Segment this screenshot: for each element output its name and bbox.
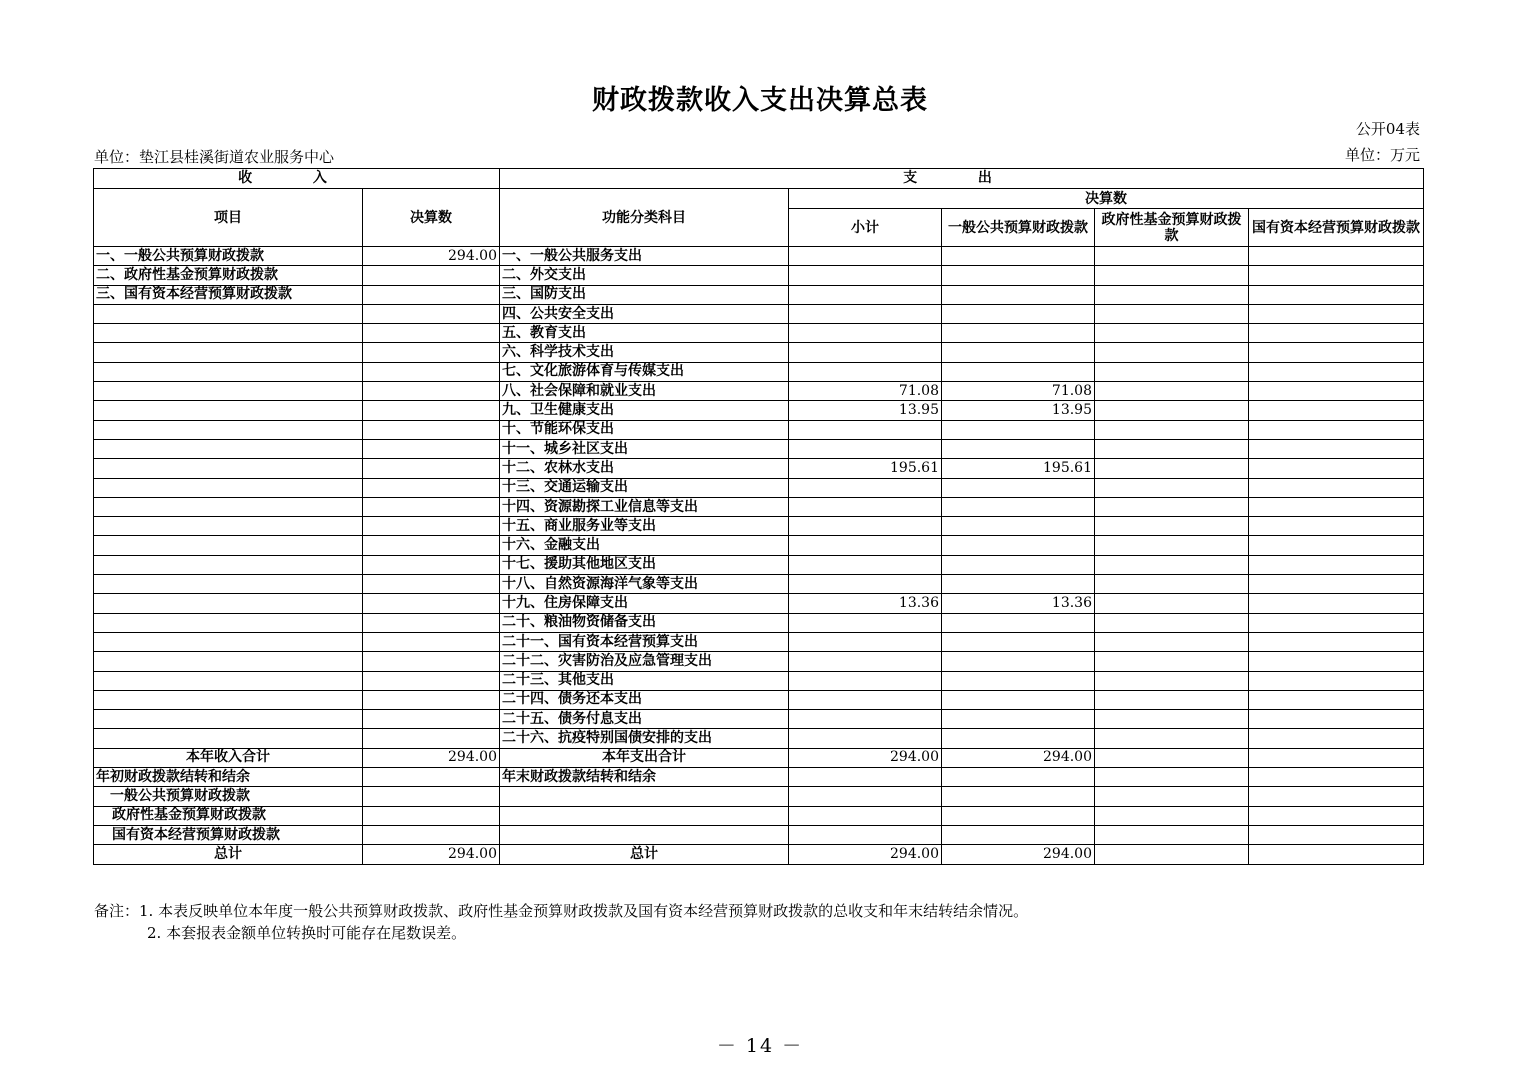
income-amount (363, 401, 500, 420)
expense-state (1249, 517, 1424, 536)
income-amount (363, 362, 500, 381)
function-item: 五、教育支出 (500, 324, 789, 343)
table-row (94, 420, 1424, 439)
year-income-label: 本年收入合计 (94, 748, 363, 767)
table-row (94, 401, 1424, 420)
expense-state (1249, 710, 1424, 729)
table-row (94, 343, 1424, 362)
expense-subtotal: 71.08 (789, 382, 942, 401)
expense-fund (1095, 555, 1249, 574)
expense-state (1249, 266, 1424, 285)
total-expense-label: 总计 (500, 845, 789, 864)
expense-general (942, 285, 1095, 304)
income-item: 二、政府性基金预算财政拨款 (94, 266, 363, 285)
money-unit: 单位：万元 (1344, 146, 1420, 164)
expense-general (942, 439, 1095, 458)
expense-state (1249, 555, 1424, 574)
expense-subtotal (789, 517, 942, 536)
total-expense-general: 294.00 (942, 845, 1095, 864)
income-item (94, 710, 363, 729)
expense-general (942, 671, 1095, 690)
table-row (94, 594, 1424, 613)
function-item: 二十一、国有资本经营预算支出 (500, 632, 789, 651)
income-item (94, 382, 363, 401)
expense-fund (1095, 401, 1249, 420)
income-item (94, 575, 363, 594)
income-amount (363, 304, 500, 323)
year-expense-label: 本年支出合计 (500, 748, 789, 767)
income-item (94, 671, 363, 690)
income-amount (363, 285, 500, 304)
expense-subtotal: 13.36 (789, 594, 942, 613)
expense-general (942, 304, 1095, 323)
function-item: 十六、金融支出 (500, 536, 789, 555)
expense-state (1249, 478, 1424, 497)
expense-subtotal (789, 555, 942, 574)
expense-state (1249, 497, 1424, 516)
expense-state (1249, 362, 1424, 381)
income-item (94, 343, 363, 362)
expense-state (1249, 652, 1424, 671)
expense-general: 13.36 (942, 594, 1095, 613)
function-item: 四、公共安全支出 (500, 304, 789, 323)
income-amount (363, 420, 500, 439)
table-row (94, 632, 1424, 651)
end-balance-label: 年末财政拨款结转和结余 (500, 768, 789, 787)
income-amount (363, 652, 500, 671)
amount-header: 决算数 (363, 189, 500, 247)
expense-general: 13.95 (942, 401, 1095, 420)
expense-general (942, 710, 1095, 729)
fund-budget-header: 政府性基金预算财政拨款 (1095, 209, 1249, 247)
income-item (94, 729, 363, 748)
income-amount (363, 497, 500, 516)
table-row (94, 575, 1424, 594)
expense-general: 195.61 (942, 459, 1095, 478)
expense-fund (1095, 343, 1249, 362)
income-amount (363, 478, 500, 497)
table-row (94, 555, 1424, 574)
function-item: 九、卫生健康支出 (500, 401, 789, 420)
table-row (94, 729, 1424, 748)
table-row (94, 439, 1424, 458)
year-expense-subtotal: 294.00 (789, 748, 942, 767)
income-amount (363, 613, 500, 632)
expense-state (1249, 304, 1424, 323)
income-amount (363, 266, 500, 285)
table-row (94, 324, 1424, 343)
expense-general (942, 536, 1095, 555)
expense-fund (1095, 439, 1249, 458)
expense-fund (1095, 536, 1249, 555)
expense-fund (1095, 285, 1249, 304)
expense-general (942, 575, 1095, 594)
expense-fund (1095, 497, 1249, 516)
expense-subtotal (789, 343, 942, 362)
expense-fund (1095, 478, 1249, 497)
subtotal-header: 小计 (789, 209, 942, 247)
expense-state (1249, 459, 1424, 478)
final-header: 决算数 (789, 189, 1424, 209)
table-row (94, 517, 1424, 536)
expense-subtotal (789, 613, 942, 632)
expense-fund (1095, 247, 1249, 266)
expense-general: 71.08 (942, 382, 1095, 401)
expense-subtotal (789, 575, 942, 594)
expense-fund (1095, 420, 1249, 439)
expense-general (942, 324, 1095, 343)
table-row (94, 266, 1424, 285)
table-row (94, 478, 1424, 497)
expense-subtotal (789, 632, 942, 651)
expense-state (1249, 613, 1424, 632)
income-item (94, 632, 363, 651)
function-item: 二、外交支出 (500, 266, 789, 285)
expense-fund (1095, 304, 1249, 323)
expense-state (1249, 247, 1424, 266)
expense-general (942, 266, 1095, 285)
expense-state (1249, 729, 1424, 748)
function-item: 一、一般公共服务支出 (500, 247, 789, 266)
expense-general (942, 652, 1095, 671)
income-amount (363, 439, 500, 458)
income-item (94, 517, 363, 536)
expense-general (942, 555, 1095, 574)
expense-state (1249, 285, 1424, 304)
expense-state (1249, 575, 1424, 594)
begin-general-label: 一般公共预算财政拨款 (94, 787, 363, 806)
income-amount (363, 710, 500, 729)
state-capital-header: 国有资本经营预算财政拨款 (1249, 209, 1424, 247)
income-amount (363, 382, 500, 401)
total-income-value: 294.00 (363, 845, 500, 864)
expense-subtotal (789, 652, 942, 671)
income-amount (363, 671, 500, 690)
table-row (94, 285, 1424, 304)
expense-state (1249, 690, 1424, 709)
expense-fund (1095, 632, 1249, 651)
income-amount (363, 555, 500, 574)
expense-subtotal: 195.61 (789, 459, 942, 478)
function-item: 二十五、债务付息支出 (500, 710, 789, 729)
table-row (94, 690, 1424, 709)
expense-subtotal (789, 439, 942, 458)
expense-fund (1095, 613, 1249, 632)
table-row (94, 362, 1424, 381)
function-item: 八、社会保障和就业支出 (500, 382, 789, 401)
expense-fund (1095, 266, 1249, 285)
income-item (94, 555, 363, 574)
income-item: 三、国有资本经营预算财政拨款 (94, 285, 363, 304)
function-item: 十三、交通运输支出 (500, 478, 789, 497)
expense-state (1249, 439, 1424, 458)
expense-state (1249, 420, 1424, 439)
function-item: 十四、资源勘探工业信息等支出 (500, 497, 789, 516)
expense-state (1249, 594, 1424, 613)
function-item: 二十三、其他支出 (500, 671, 789, 690)
expense-fund (1095, 382, 1249, 401)
income-amount (363, 517, 500, 536)
note-1: 备注：1. 本表反映单位本年度一般公共预算财政拨款、政府性基金预算财政拨款及国有资本经营预算财政拨款的总收支和年末结转结余情况。 (94, 902, 1029, 920)
expense-fund (1095, 729, 1249, 748)
expense-state (1249, 671, 1424, 690)
table-row (94, 652, 1424, 671)
notes (94, 900, 1028, 944)
income-amount (363, 594, 500, 613)
expense-subtotal (789, 690, 942, 709)
income-amount: 294.00 (363, 247, 500, 266)
expense-state (1249, 632, 1424, 651)
income-header: 收 入 (94, 169, 500, 189)
expense-fund (1095, 362, 1249, 381)
income-item (94, 594, 363, 613)
function-item: 十九、住房保障支出 (500, 594, 789, 613)
table-row (94, 710, 1424, 729)
expense-fund (1095, 324, 1249, 343)
table-row (94, 247, 1424, 266)
page-number: － 14 － (716, 1035, 804, 1057)
income-amount (363, 324, 500, 343)
expense-state (1249, 324, 1424, 343)
year-expense-general: 294.00 (942, 748, 1095, 767)
expense-subtotal (789, 497, 942, 516)
total-expense-subtotal: 294.00 (789, 845, 942, 864)
function-item: 十五、商业服务业等支出 (500, 517, 789, 536)
year-income-value: 294.00 (363, 748, 500, 767)
income-item (94, 324, 363, 343)
income-item (94, 497, 363, 516)
expense-general (942, 690, 1095, 709)
income-item (94, 459, 363, 478)
expense-subtotal (789, 266, 942, 285)
expense-fund (1095, 517, 1249, 536)
expense-subtotal (789, 362, 942, 381)
income-item (94, 536, 363, 555)
form-number: 公开04表 (1355, 120, 1420, 138)
begin-fund-label: 政府性基金预算财政拨款 (94, 806, 363, 825)
expense-subtotal (789, 247, 942, 266)
item-header: 项目 (94, 189, 363, 247)
income-amount (363, 690, 500, 709)
expense-fund (1095, 594, 1249, 613)
expense-general (942, 362, 1095, 381)
expense-general (942, 420, 1095, 439)
function-item: 二十四、债务还本支出 (500, 690, 789, 709)
expense-fund (1095, 710, 1249, 729)
income-item (94, 690, 363, 709)
expense-state (1249, 536, 1424, 555)
expense-general (942, 497, 1095, 516)
expense-general (942, 517, 1095, 536)
year-expense-state (1249, 748, 1424, 767)
function-item: 二十、粮油物资储备支出 (500, 613, 789, 632)
table-row (94, 671, 1424, 690)
general-budget-header: 一般公共预算财政拨款 (942, 209, 1095, 247)
function-item: 十八、自然资源海洋气象等支出 (500, 575, 789, 594)
expense-subtotal (789, 420, 942, 439)
table-row (94, 304, 1424, 323)
expense-fund (1095, 459, 1249, 478)
function-item: 七、文化旅游体育与传媒支出 (500, 362, 789, 381)
expense-subtotal (789, 710, 942, 729)
organization-unit: 单位：垫江县桂溪街道农业服务中心 (94, 148, 335, 166)
income-item (94, 613, 363, 632)
income-item (94, 652, 363, 671)
expense-fund (1095, 575, 1249, 594)
income-amount (363, 632, 500, 651)
expense-subtotal (789, 324, 942, 343)
expense-general (942, 729, 1095, 748)
function-item: 十七、援助其他地区支出 (500, 555, 789, 574)
expense-subtotal (789, 478, 942, 497)
table-row (94, 536, 1424, 555)
income-item (94, 362, 363, 381)
year-expense-fund (1095, 748, 1249, 767)
expense-general (942, 478, 1095, 497)
expense-general (942, 343, 1095, 362)
expense-header: 支 出 (500, 169, 1424, 189)
expense-subtotal (789, 304, 942, 323)
function-item: 十二、农林水支出 (500, 459, 789, 478)
expense-fund (1095, 652, 1249, 671)
note-2: 2. 本套报表金额单位转换时可能存在尾数误差。 (147, 924, 467, 942)
income-amount (363, 343, 500, 362)
income-amount (363, 729, 500, 748)
expense-subtotal (789, 285, 942, 304)
income-amount (363, 536, 500, 555)
income-item (94, 478, 363, 497)
begin-state-label: 国有资本经营预算财政拨款 (94, 825, 363, 844)
function-item: 十一、城乡社区支出 (500, 439, 789, 458)
expense-general (942, 613, 1095, 632)
table-row (94, 613, 1424, 632)
function-item: 六、科学技术支出 (500, 343, 789, 362)
income-item (94, 420, 363, 439)
expense-subtotal (789, 729, 942, 748)
expense-fund (1095, 690, 1249, 709)
expense-subtotal (789, 671, 942, 690)
function-item: 三、国防支出 (500, 285, 789, 304)
page-title: 财政拨款收入支出决算总表 (592, 85, 928, 116)
income-amount (363, 575, 500, 594)
income-item (94, 401, 363, 420)
income-item: 一、一般公共预算财政拨款 (94, 247, 363, 266)
income-item (94, 304, 363, 323)
expense-general (942, 632, 1095, 651)
total-income-label: 总计 (94, 845, 363, 864)
begin-balance-label: 年初财政拨款结转和结余 (94, 768, 363, 787)
expense-subtotal: 13.95 (789, 401, 942, 420)
function-item: 十、节能环保支出 (500, 420, 789, 439)
budget-summary-table (93, 168, 1424, 865)
table-row (94, 459, 1424, 478)
expense-state (1249, 401, 1424, 420)
expense-state (1249, 343, 1424, 362)
table-row (94, 497, 1424, 516)
function-item: 二十六、抗疫特别国债安排的支出 (500, 729, 789, 748)
expense-fund (1095, 671, 1249, 690)
begin-balance-value (363, 768, 500, 787)
function-header: 功能分类科目 (500, 189, 789, 247)
expense-subtotal (789, 536, 942, 555)
expense-general (942, 247, 1095, 266)
income-item (94, 439, 363, 458)
income-amount (363, 459, 500, 478)
table-row (94, 382, 1424, 401)
function-item: 二十二、灾害防治及应急管理支出 (500, 652, 789, 671)
expense-state (1249, 382, 1424, 401)
